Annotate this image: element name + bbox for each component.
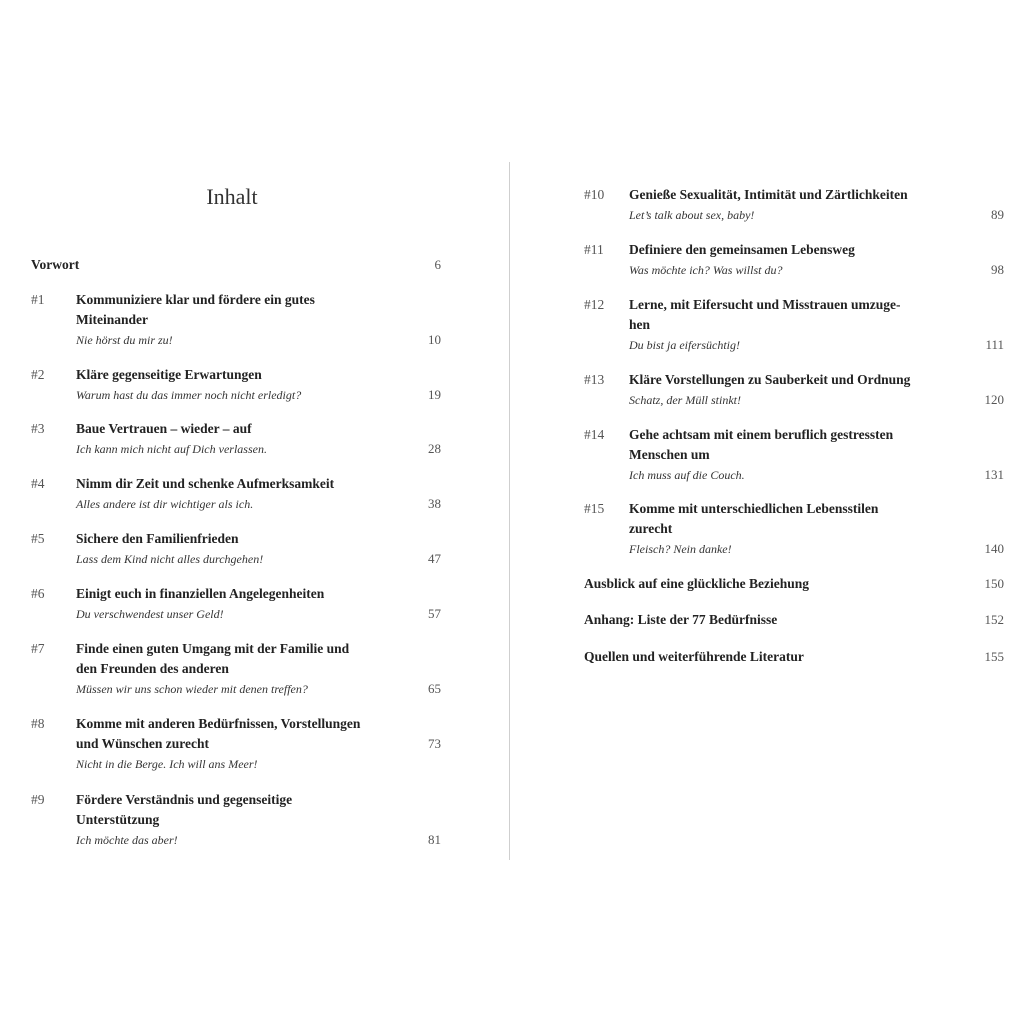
toc-heading-line: Baue Vertrauen – wieder – auf [76, 421, 252, 436]
toc-entry-13[interactable] [584, 370, 1004, 410]
toc-page-number: 81 [428, 832, 441, 847]
toc-heading-line: Kläre Vorstellungen zu Sauberkeit und Ordnung [629, 372, 911, 387]
toc-heading-line: Kommuniziere klar und fördere ein gutes [76, 292, 315, 307]
toc-subtitle: Warum hast du das immer noch nicht erledigt? [76, 388, 302, 402]
toc-heading-line: Unterstützung [76, 812, 160, 827]
toc-heading: Vorwort [31, 257, 80, 272]
toc-entry-3[interactable] [31, 419, 441, 459]
toc-number: #5 [31, 531, 45, 546]
toc-page-number: 73 [428, 736, 441, 751]
toc-heading-line: Komme mit unterschiedlichen Lebensstilen [629, 501, 879, 516]
toc-subtitle: Nie hörst du mir zu! [76, 333, 173, 347]
toc-entry-11[interactable] [584, 240, 1004, 280]
right-page [512, 0, 1024, 1024]
toc-heading-line: Komme mit anderen Bedürfnissen, Vorstellungen [76, 716, 361, 731]
toc-subtitle: Müssen wir uns schon wieder mit denen treffen? [76, 682, 308, 696]
toc-heading: Ausblick auf eine glückliche Beziehung [584, 576, 810, 591]
toc-page-number: 19 [428, 387, 441, 402]
toc-subtitle: Ich möchte das aber! [76, 833, 178, 847]
toc-page-number: 150 [984, 576, 1004, 591]
toc-number: #14 [584, 427, 605, 442]
page-gutter-divider [509, 162, 510, 860]
toc-entry-14[interactable] [584, 425, 1004, 485]
toc-page-number: 6 [434, 257, 441, 272]
toc-heading: Quellen und weiterführende Literatur [584, 649, 804, 664]
toc-entry-15[interactable] [584, 499, 1004, 559]
toc-heading-line: Genieße Sexualität, Intimität und Zärtlichkeiten [629, 187, 908, 202]
toc-subtitle: Alles andere ist dir wichtiger als ich. [76, 497, 254, 511]
toc-entry-ausblick[interactable] [584, 574, 1004, 594]
toc-page-number: 38 [428, 496, 441, 511]
toc-subtitle: Nicht in die Berge. Ich will ans Meer! [76, 757, 258, 771]
toc-page-number: 47 [428, 551, 441, 566]
toc-entry-anhang[interactable] [584, 610, 1004, 630]
toc-number: #9 [31, 792, 45, 807]
toc-entry-6[interactable] [31, 584, 441, 624]
toc-number: #7 [31, 641, 45, 656]
toc-heading-line: Finde einen guten Umgang mit der Familie und [76, 641, 350, 656]
toc-entry-5[interactable] [31, 529, 441, 569]
toc-number: #11 [584, 242, 604, 257]
toc-page-number: 28 [428, 441, 441, 456]
toc-entry-4[interactable] [31, 474, 441, 514]
toc-subtitle: Ich kann mich nicht auf Dich verlassen. [76, 442, 267, 456]
toc-page-number: 155 [984, 649, 1004, 664]
toc-number: #8 [31, 716, 45, 731]
toc-number: #13 [584, 372, 605, 387]
toc-heading-line: Fördere Verständnis und gegenseitige [76, 792, 293, 807]
toc-subtitle: Ich muss auf die Couch. [629, 468, 745, 482]
toc-entry-2[interactable] [31, 365, 441, 405]
toc-entry-vorwort[interactable] [31, 255, 441, 275]
toc-subtitle: Du bist ja eifersüchtig! [629, 338, 740, 352]
toc-heading-line: Definiere den gemeinsamen Lebensweg [629, 242, 855, 257]
left-page [0, 0, 508, 1024]
toc-number: #1 [31, 292, 45, 307]
toc-subtitle: Du verschwendest unser Geld! [76, 607, 224, 621]
toc-heading-line: Kläre gegenseitige Erwartungen [76, 367, 262, 382]
toc-heading-line: Gehe achtsam mit einem beruflich gestressten [629, 427, 894, 442]
toc-heading-line: hen [629, 317, 651, 332]
page-title: Inhalt [206, 184, 258, 209]
toc-entry-8[interactable] [31, 714, 441, 774]
toc-entry-9[interactable] [31, 790, 441, 850]
toc-page-number: 131 [984, 467, 1004, 482]
toc-number: #6 [31, 586, 45, 601]
toc-page-number: 65 [428, 681, 441, 696]
toc-entry-7[interactable] [31, 639, 441, 699]
toc-heading-line: Einigt euch in finanziellen Angelegenheiten [76, 586, 325, 601]
toc-page-number: 89 [991, 207, 1004, 222]
toc-page-number: 10 [428, 332, 441, 347]
toc-heading-line: den Freunden des anderen [76, 661, 229, 676]
toc-heading-line: zurecht [629, 521, 673, 536]
toc-subtitle: Schatz, der Müll stinkt! [629, 393, 741, 407]
toc-page-number: 111 [985, 337, 1004, 352]
toc-subtitle: Let’s talk about sex, baby! [629, 208, 755, 222]
toc-subtitle: Fleisch? Nein danke! [629, 542, 732, 556]
toc-entry-quellen[interactable] [584, 647, 1004, 667]
toc-number: #2 [31, 367, 45, 382]
toc-entry-1[interactable] [31, 290, 441, 350]
toc-page-number: 57 [428, 606, 441, 621]
toc-entry-12[interactable] [584, 295, 1004, 355]
toc-number: #15 [584, 501, 605, 516]
toc-heading: Anhang: Liste der 77 Bedürfnisse [584, 612, 778, 627]
toc-number: #4 [31, 476, 45, 491]
toc-heading-line: Lerne, mit Eifersucht und Misstrauen umzuge- [629, 297, 901, 312]
toc-heading-line: Miteinander [76, 312, 148, 327]
toc-number: #10 [584, 187, 605, 202]
toc-page-number: 98 [991, 262, 1004, 277]
toc-page-number: 140 [984, 541, 1004, 556]
toc-heading-line: Nimm dir Zeit und schenke Aufmerksamkeit [76, 476, 335, 491]
toc-subtitle: Was möchte ich? Was willst du? [629, 263, 783, 277]
toc-entry-10[interactable] [584, 185, 1004, 225]
toc-page-number: 120 [984, 392, 1004, 407]
toc-heading-line: Menschen um [629, 447, 710, 462]
toc-heading-line: und Wünschen zurecht [76, 736, 210, 751]
toc-heading-line: Sichere den Familienfrieden [76, 531, 239, 546]
toc-page-number: 152 [984, 612, 1004, 627]
toc-number: #3 [31, 421, 45, 436]
toc-number: #12 [584, 297, 605, 312]
toc-subtitle: Lass dem Kind nicht alles durchgehen! [76, 552, 264, 566]
